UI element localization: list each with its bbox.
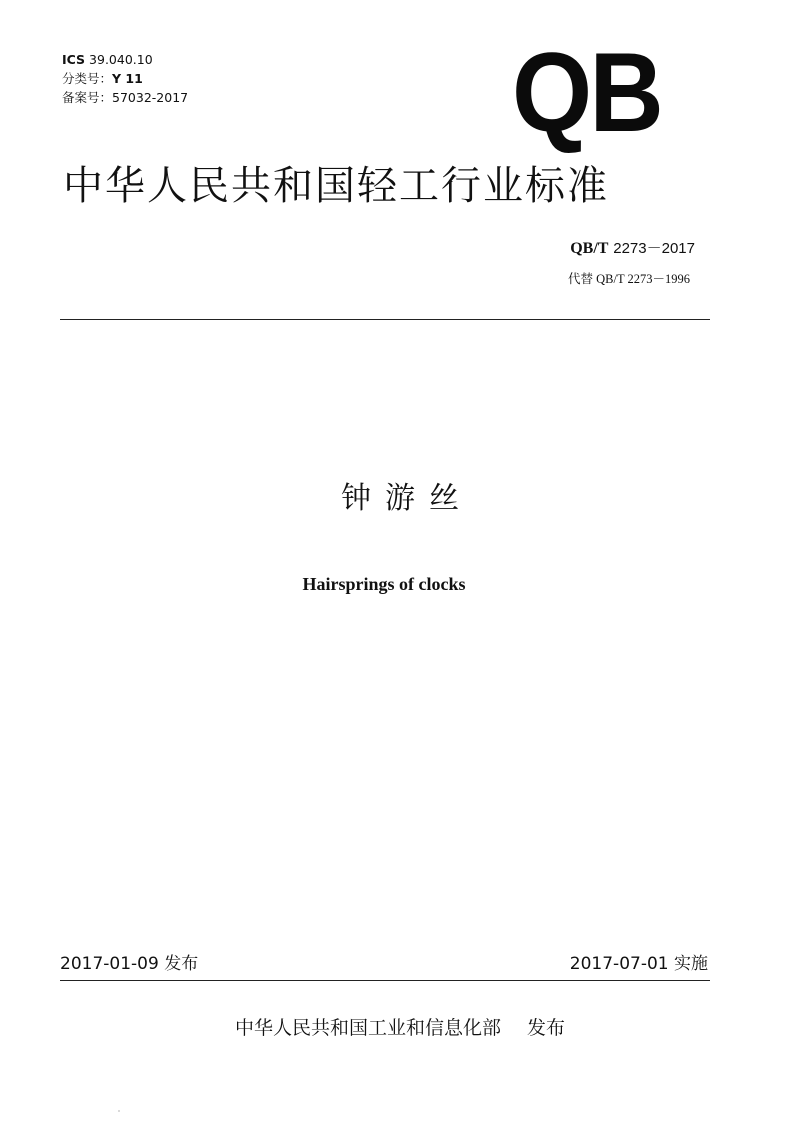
document-title-english: Hairsprings of clocks	[302, 574, 466, 594]
ics-label: ICS	[62, 52, 86, 67]
standard-code	[570, 238, 695, 259]
issuer-action: 发布	[527, 1017, 566, 1039]
ics-line	[62, 52, 153, 68]
ics-value: 39.040.10	[89, 52, 153, 67]
standard-code-number: 2273－2017	[613, 240, 695, 257]
implementation-date: 2017-07-01 实施	[569, 954, 708, 974]
qb-logo: QB	[512, 30, 662, 155]
issuer-organization: 中华人民共和国工业和信息化部	[234, 1017, 501, 1039]
record-label: 备案号：	[62, 90, 113, 105]
classification-line	[62, 71, 143, 87]
bottom-divider	[60, 980, 710, 981]
publish-date: 2017-01-09 发布	[60, 954, 199, 974]
document-title-chinese: 钟游丝	[341, 481, 473, 516]
scan-speck	[118, 1110, 120, 1112]
record-line	[62, 90, 188, 106]
classification-value: Y 11	[112, 71, 143, 86]
standard-title: 中华人民共和国轻工行业标准	[63, 163, 609, 209]
replaces-standard: 代替 QB/T 2273－1996	[568, 272, 690, 286]
issuer-line	[0, 1015, 800, 1041]
record-value: 57032-2017	[112, 90, 189, 105]
classification-label: 分类号：	[62, 71, 113, 86]
top-divider	[60, 319, 710, 320]
standard-code-prefix: QB/T	[570, 240, 609, 257]
